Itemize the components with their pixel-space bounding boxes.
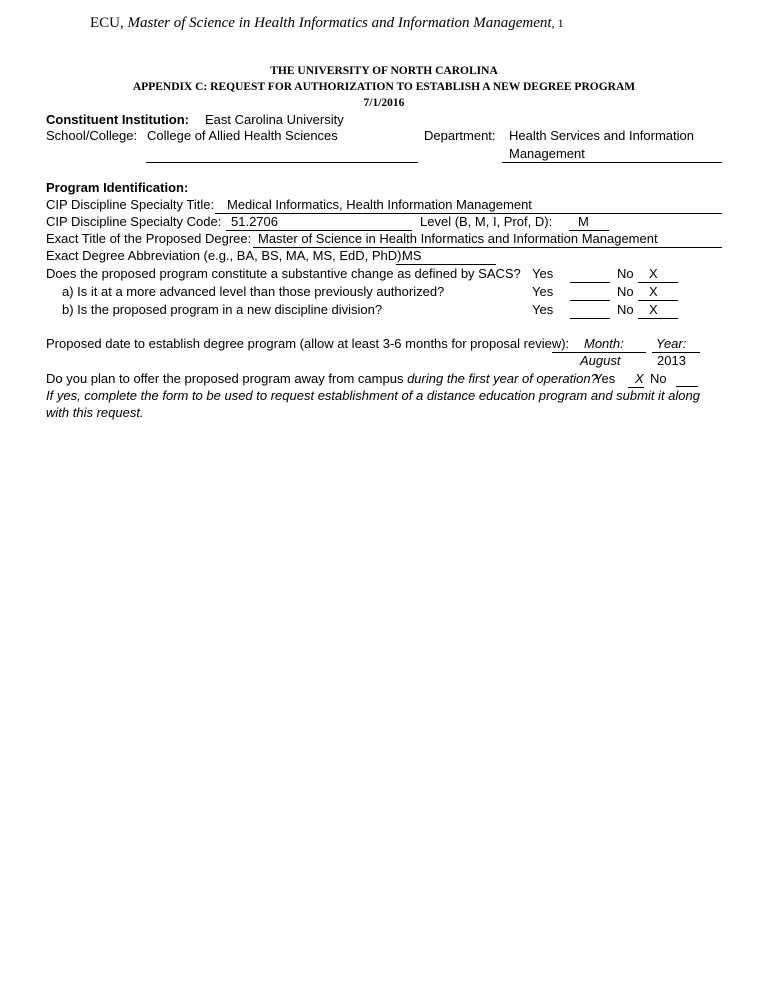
constituent-institution-value: East Carolina University (205, 112, 344, 127)
instruction-line-1: If yes, complete the form to be used to request establishment of a distance education program and submit it along (46, 388, 700, 403)
level-label: Level (B, M, I, Prof, D): (420, 214, 553, 229)
question-answer-mark: X (649, 302, 658, 317)
question-text: b) Is the proposed program in a new discipline division? (62, 302, 383, 317)
question-answer-underline (638, 282, 678, 283)
question-no-label: No (617, 266, 634, 281)
month-label: Month: (584, 336, 624, 351)
department-underline (502, 162, 722, 163)
question-yes-label: Yes (532, 266, 554, 281)
question-answer-underline (638, 318, 678, 319)
question-answer-mark: X (649, 266, 658, 281)
title-date: 7/1/2016 (363, 97, 405, 109)
question-answer-mark: X (649, 284, 658, 299)
degree-title-value: Master of Science in Health Informatics and Information Management (258, 231, 658, 246)
away-campus-yes-mark: X (635, 371, 644, 386)
title-line-1: THE UNIVERSITY OF NORTH CAROLINA (270, 65, 498, 77)
department-value-line-2: Management (509, 146, 585, 161)
away-campus-no-label: No (650, 371, 667, 386)
running-header-prefix: ECU, (90, 15, 124, 31)
question-yes-blank (570, 282, 610, 283)
question-yes-blank (570, 300, 610, 301)
year-label: Year: (656, 336, 687, 351)
away-campus-no-blank (676, 386, 698, 387)
year-value: 2013 (657, 353, 686, 368)
question-text: a) Is it at a more advanced level than those previously authorized? (62, 284, 445, 299)
cip-code-label: CIP Discipline Specialty Code: (46, 214, 222, 229)
instruction-line-2: with this request. (46, 405, 144, 420)
question-answer-underline (638, 300, 678, 301)
question-no-label: No (617, 284, 634, 299)
proposed-date-label: Proposed date to establish degree program (allow at least 3-6 months for proposal review): (46, 336, 570, 351)
abbreviation-underline (396, 264, 496, 265)
department-label: Department: (424, 128, 496, 143)
level-value: M (578, 214, 589, 229)
page-number: , 1 (551, 16, 564, 30)
constituent-institution-label: Constituent Institution: (46, 112, 189, 127)
running-header-title: Master of Science in Health Informatics and Information Management (127, 15, 552, 31)
away-campus-question (46, 371, 598, 386)
away-campus-question-prefix: Do you plan to offer the proposed program away from campus (46, 371, 404, 386)
cip-title-label: CIP Discipline Specialty Title: (46, 197, 215, 212)
away-campus-question-italic: during the first year of operation? (407, 371, 598, 386)
cip-code-value: 51.2706 (231, 214, 278, 229)
question-text: Does the proposed program constitute a substantive change as defined by SACS? (46, 266, 521, 281)
school-label: School/College: (46, 128, 138, 143)
away-campus-yes-label: Yes (594, 371, 616, 386)
running-header (90, 15, 564, 32)
program-identification-heading: Program Identification: (46, 180, 189, 195)
department-value-line-1: Health Services and Information (509, 128, 694, 143)
title-line-2: APPENDIX C: REQUEST FOR AUTHORIZATION TO ESTABLISH A NEW DEGREE PROGRAM (132, 81, 636, 93)
question-yes-blank (570, 318, 610, 319)
cip-title-value: Medical Informatics, Health Information Management (227, 197, 532, 212)
school-value: College of Allied Health Sciences (147, 128, 338, 143)
question-no-label: No (617, 302, 634, 317)
abbreviation-label: Exact Degree Abbreviation (e.g., BA, BS, MA, MS, EdD, PhD): (46, 248, 406, 263)
month-value: August (580, 353, 621, 368)
degree-title-label: Exact Title of the Proposed Degree: (46, 231, 252, 246)
question-yes-label: Yes (532, 284, 554, 299)
abbreviation-value: MS (402, 248, 422, 263)
question-yes-label: Yes (532, 302, 554, 317)
school-underline (146, 162, 418, 163)
